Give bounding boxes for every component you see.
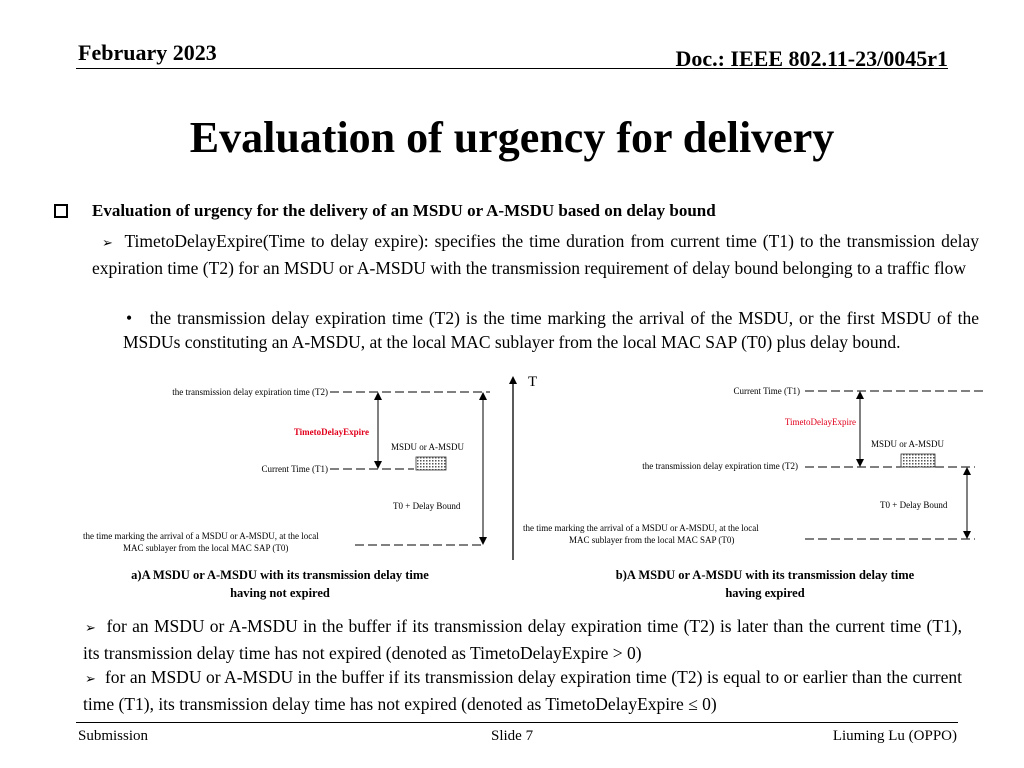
point-3-text: for an MSDU or A-MSDU in the buffer if its transmission delay expiration time (T2) is equal to or earlier than the current time (T1), its transmission delay time has not expired (denoted as TimetoDelayExpire ≤ 0) [83,667,963,714]
right-caption-line-2: having expired [725,586,805,600]
left-msdu-label: MSDU or A-MSDU [391,442,465,452]
footer-rule [76,722,958,723]
diagram-left [330,392,490,545]
left-ttde-label: TimetoDelayExpire [293,427,369,437]
left-t0-label-1: the time marking the arrival of a MSDU or A-MSDU, at the local [83,531,319,541]
subpoint-1-text: the transmission delay expiration time (T2) is the time marking the arrival of the MSDU, or the first MSDU of the MSDUs constituting an A-MSDU, at the local MAC sublayer from the local MAC SAP (T0) plus delay bound. [123,308,979,352]
right-msdu-label: MSDU or A-MSDU [871,439,945,449]
dot-bullet-icon: • [126,308,133,328]
main-bullet-heading: Evaluation of urgency for the delivery of an MSDU or A-MSDU based on delay bound [92,201,716,220]
right-msdu-block [901,454,935,467]
header-rule [76,68,948,69]
left-t1-label: Current Time (T1) [261,464,328,474]
point-not-expired [83,614,962,665]
left-caption [85,566,475,602]
point-expired [83,665,962,716]
left-t0-label-2: MAC sublayer from the local MAC SAP (T0) [123,543,289,553]
header-doc-id: Doc.: IEEE 802.11-23/0045r1 [675,46,948,71]
header-date: February 2023 [78,40,217,65]
right-t0-label-1: the time marking the arrival of a MSDU or A-MSDU, at the local [523,523,759,533]
footer-slide-number: Slide 7 [491,728,534,744]
right-t2-label: the transmission delay expiration time (T2) [642,461,798,471]
right-t0-label-2: MAC sublayer from the local MAC SAP (T0) [569,535,735,545]
right-t1-label: Current Time (T1) [733,386,800,396]
right-delay-bound-label: T0 + Delay Bound [880,500,948,510]
left-delay-bound-label: T0 + Delay Bound [393,501,461,511]
right-caption [570,566,960,602]
right-ttde-label: TimetoDelayExpire [784,417,856,427]
time-axis-label: T [528,374,538,390]
left-t2-label: the transmission delay expiration time (T2) [172,387,328,397]
diagram-right [805,391,985,539]
right-caption-line-1: b)A MSDU or A-MSDU with its transmission delay time [615,568,915,582]
point-timetodelayexpire [92,229,979,280]
point-1-text: TimetoDelayExpire(Time to delay expire): specifies the time duration from current time (T1) to the transmission delay expiration time (T2) for an MSDU or A-MSDU with the transmission requirement of delay bound belonging to a traffic flow [92,231,979,278]
arrow-bullet-icon: ➢ [85,672,96,687]
left-msdu-block [416,457,446,470]
footer-author: Liuming Lu (OPPO) [832,728,957,744]
square-bullet-icon [54,204,68,218]
arrow-bullet-icon: ➢ [85,621,96,636]
page-title: Evaluation of urgency for delivery [189,113,835,162]
arrow-bullet-icon: ➢ [102,236,113,251]
left-caption-line-2: having not expired [230,586,330,600]
subpoint-t2-definition [123,306,979,354]
footer-submission: Submission [78,728,149,744]
point-2-text: for an MSDU or A-MSDU in the buffer if its transmission delay expiration time (T2) is later than the current time (T1), its transmission delay time has not expired (denoted as TimetoDelayExpire > 0) [83,616,963,663]
left-caption-line-1: a)A MSDU or A-MSDU with its transmission delay time [131,568,429,582]
